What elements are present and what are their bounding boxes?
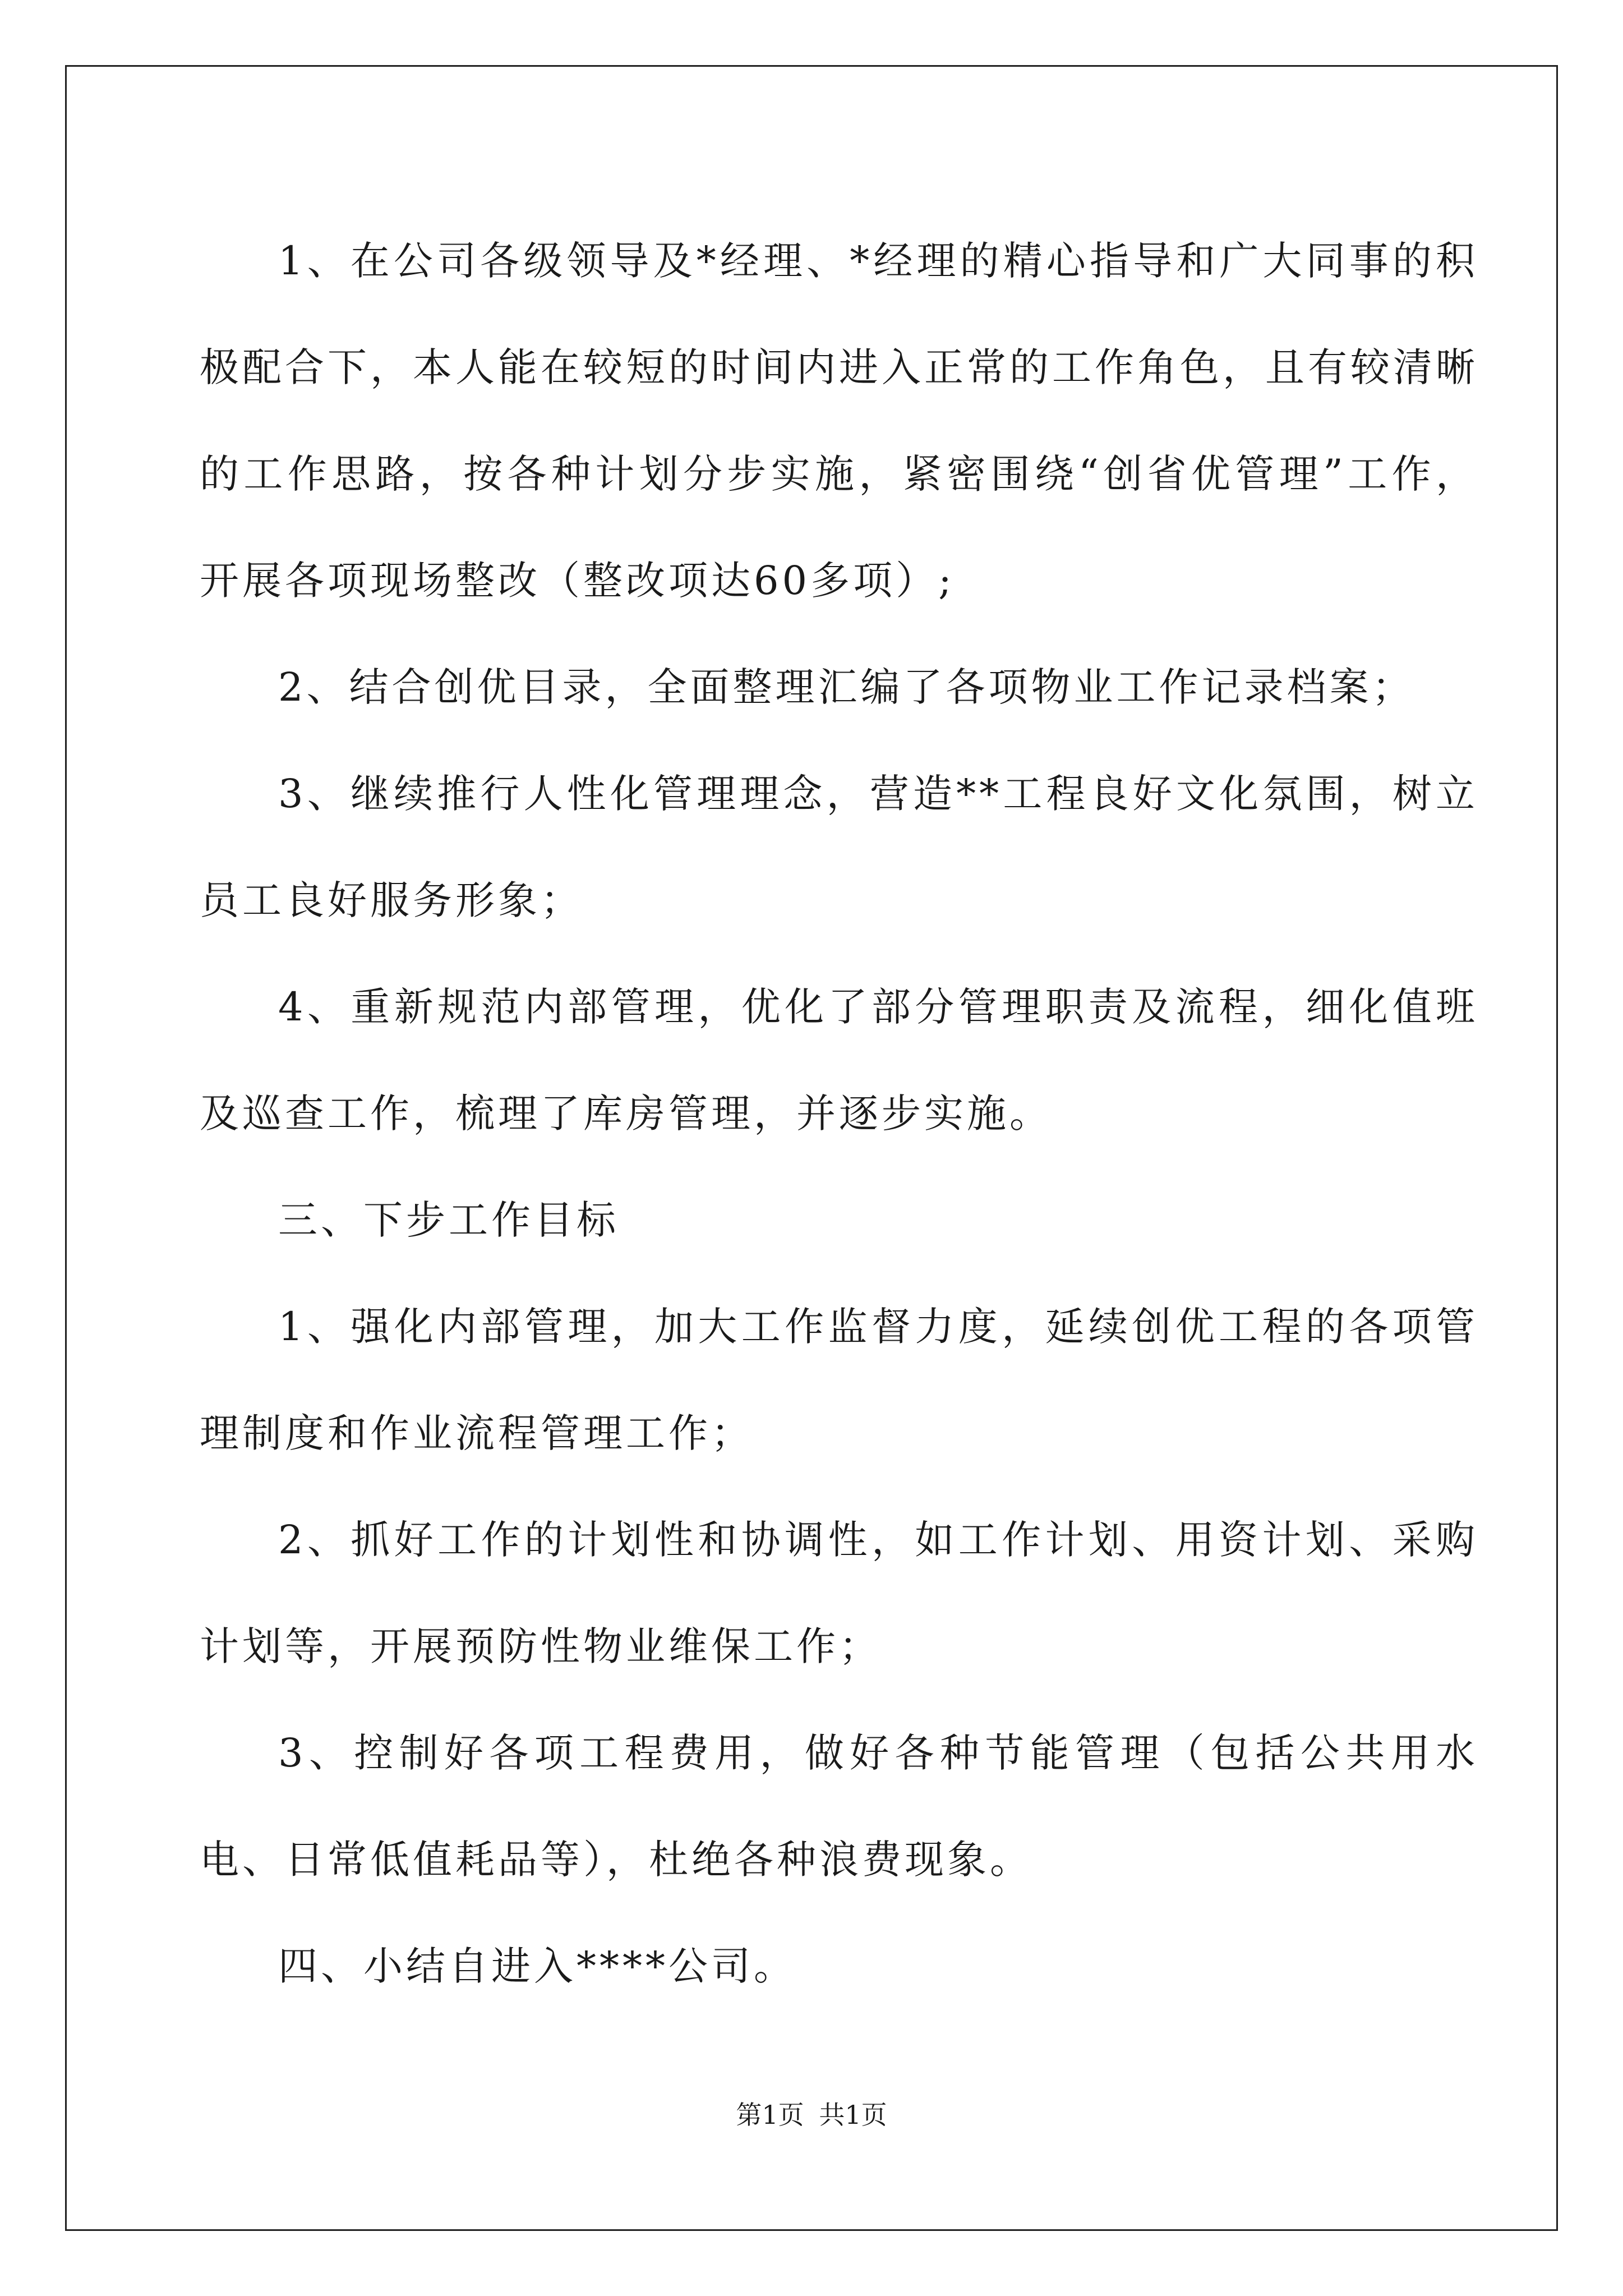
section-heading-4: 四、小结自进入****公司。 — [278, 1943, 796, 1989]
page-footer — [0, 2098, 1623, 2132]
paragraph-3: 3、继续推行人性化管理理念，营造**工程良好文化氛围，树立员工良好服务形象； — [200, 771, 1478, 923]
page-number: 第1页 — [736, 2100, 804, 2130]
paragraph-1: 1、在公司各级领导及*经理、*经理的精心指导和广大同事的积极配合下，本人能在较短的时间内进入正常的工作角色，且有较清晰的工作思路，按各种计划分步实施，紧密围绕“创省优管理”工作，开展各项现场整改（整改项达60多项）; — [200, 238, 1478, 604]
page-total: 共1页 — [819, 2100, 887, 2130]
section-heading-3: 三、下步工作目标 — [278, 1197, 619, 1243]
paragraph-6: 2、抓好工作的计划性和协调性，如工作计划、用资计划、采购计划等，开展预防性物业维保工作； — [200, 1517, 1478, 1669]
paragraph-5: 1、强化内部管理，加大工作监督力度，延续创优工程的各项管理制度和作业流程管理工作； — [200, 1304, 1478, 1456]
paragraph-2: 2、结合创优目录，全面整理汇编了各项物业工作记录档案； — [278, 664, 1415, 710]
paragraph-4: 4、重新规范内部管理，优化了部分管理职责及流程，细化值班及巡查工作，梳理了库房管理，并逐步实施。 — [200, 984, 1478, 1137]
document-body — [200, 208, 1478, 2019]
paragraph-7: 3、控制好各项工程费用，做好各种节能管理（包括公共用水电、日常低值耗品等），杜绝各种浪费现象。 — [200, 1730, 1478, 1883]
